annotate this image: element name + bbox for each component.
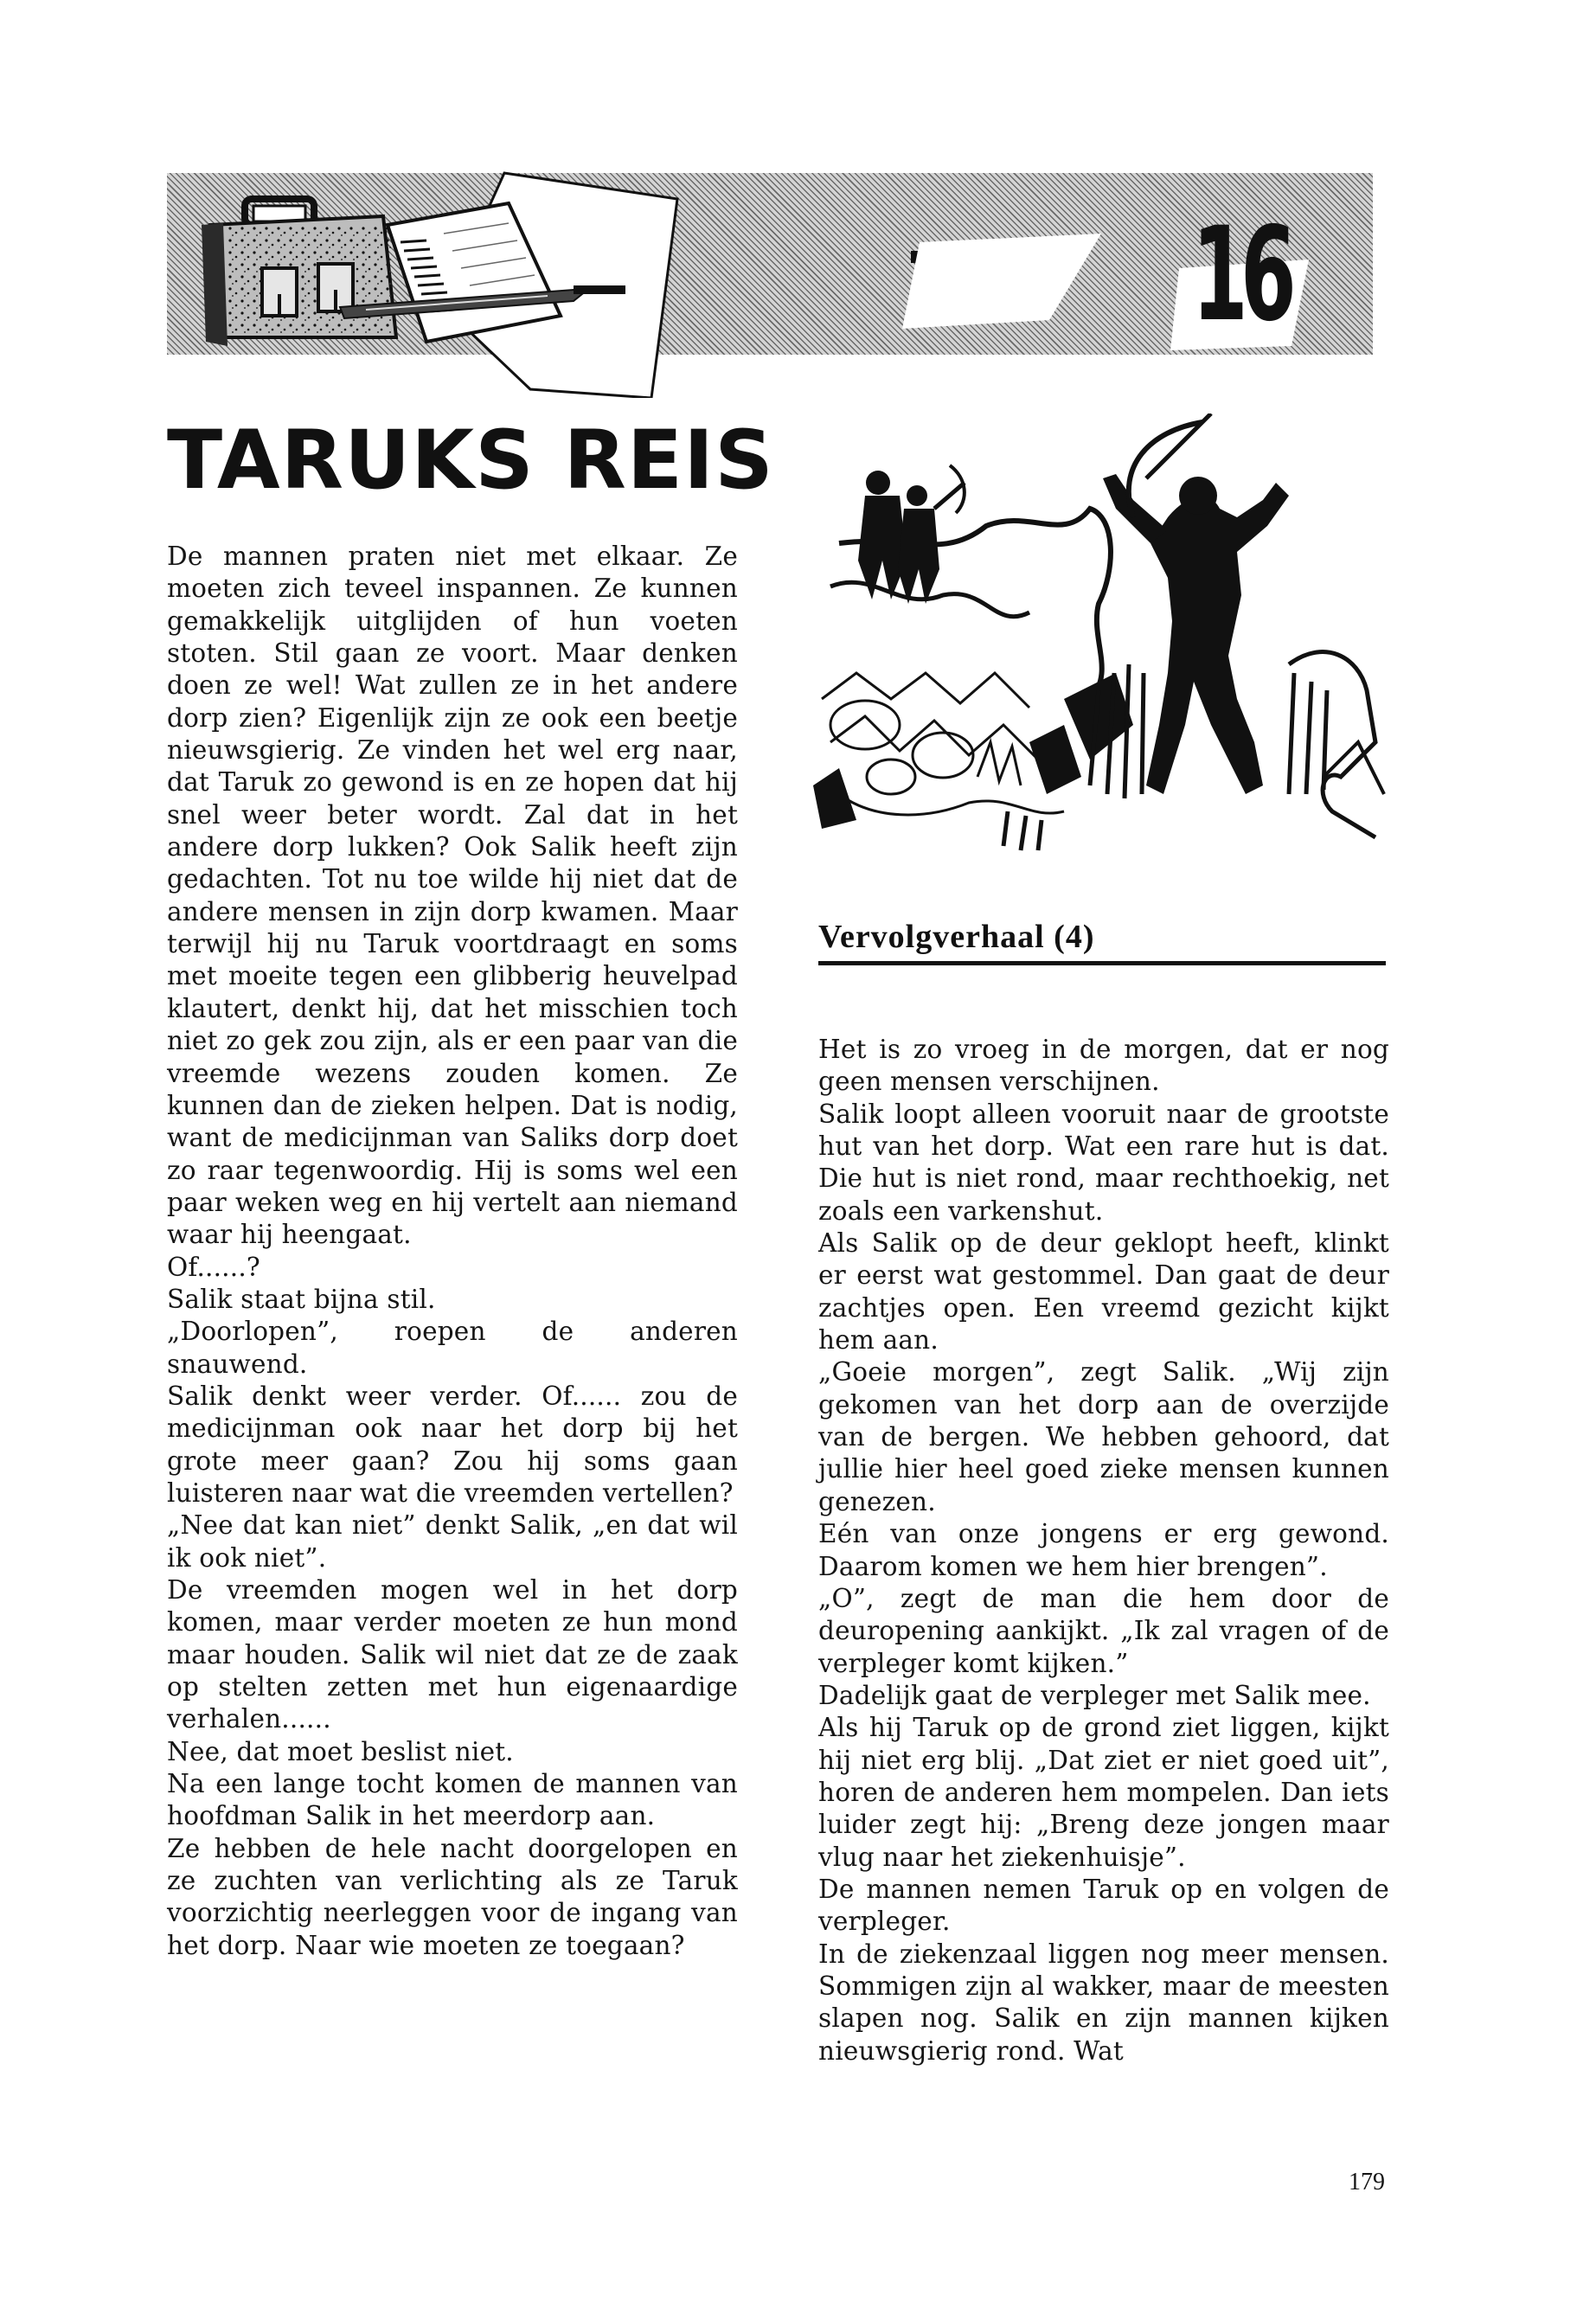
paragraph: Na een lange tocht komen de mannen van hoofdman Salik in het meerdorp aan. [167,1769,738,1831]
foliage [822,673,1064,815]
left-column [167,541,738,1962]
paragraph: De vreemden mogen wel in het dorp komen, maar verder moeten ze hun mond maar houden. Salik wil niet dat ze de zaak op stelten zetten met hun eigenaardige verhalen...... [167,1575,738,1734]
climbing-figure [1103,474,1289,794]
paragraph: Of......? [167,1252,260,1282]
paragraph: Ze hebben de hele nacht doorgelopen en ze zuchten van verlichting als ze Taruk voorzichtig neerleggen voor de ingang van het dorp. Naar wie moeten ze toegaan? [167,1833,738,1960]
paragraph: Het is zo vroeg in de morgen, dat er nog geen mensen verschijnen. [818,1035,1389,1097]
paragraph: Salik loopt alleen vooruit naar de grootste hut van het dorp. Wat een rare hut is dat. Die hut is niet rond, maar rechthoekig, net zoals een varkenshut. [818,1099,1389,1226]
number-panel [902,234,1101,329]
paragraph: Salik staat bijna stil. [167,1284,436,1314]
paragraph: „Nee dat kan niet” denkt Salik, „en dat wil ik ook niet”. [167,1510,738,1573]
page-number: 179 [1349,2169,1385,2195]
paragraph: In de ziekenzaal liggen nog meer mensen. Sommigen zijn al wakker, maar de meesten slapen nog. Salik en zijn mannen kijken nieuwsgierig rond. Wat [818,1939,1389,2066]
paragraph: Als Salik op de deur geklopt heeft, klinkt er eerst wat gestommel. Dan gaat de deur zachtjes open. Een vreemd gezicht kijkt hem aan. [818,1228,1389,1356]
paragraph: Dadelijk gaat de verpleger met Salik mee. [818,1680,1371,1710]
story-illustration [804,413,1401,898]
article-title: TARUKS REIS [167,413,774,508]
paragraph: De mannen praten niet met elkaar. Ze moeten zich teveel inspannen. Ze kunnen gemakkelijk uitglijden of hun voeten stoten. Stil gaan ze voort. Maar denken doen ze wel! Wat zullen ze in het andere dorp zien? Eigenlijk zijn ze ook een beetje nieuwsgierig. Ze vinden het wel erg naar, dat Taruk zo gewond is en ze hopen dat hij snel weer beter wordt. Zal dat in het andere dorp lukken? Ook Salik heeft zijn gedachten. Tot nu toe wilde hij niet dat de andere mensen in zijn dorp kwamen. Maar terwijl hij nu Taruk voortdraagt en soms met moeite tegen een glibberig heuvelpad klautert, denkt hij, dat het misschien toch niet zo gek zou zijn, als er een paar van die vreemde wezens zouden komen. Ze kunnen dan de zieken helpen. Dat is nodig, want de medicijnman van Saliks dorp doet zo raar tegenwoordig. Hij is soms wel een paar weken weg en hij vertelt aan niemand waar hij heengaat. [167,542,738,1250]
paragraph: De mannen nemen Taruk op en volgen de verpleger. [818,1874,1389,1937]
distant-figures [858,465,965,604]
paragraph: „O”, zegt de man die hem door de deuropening aankijkt. „Ik zal vragen of de verpleger komt kijken.” [818,1583,1389,1678]
paragraph: Als hij Taruk op de grond ziet liggen, kijkt hij niet erg blij. „Dat ziet er niet goed uit”, horen de anderen hem mompelen. Dan iets luider zegt hij: „Breng deze jongen maar vlug naar het ziekenhuisje”. [818,1713,1389,1872]
paragraph: Nee, dat moet beslist niet. [167,1736,514,1766]
chapter-number: 16 [1192,200,1290,350]
paragraph: Salik denkt weer verder. Of...... zou de medicijnman ook naar het dorp bij het grote meer gaan? Zou hij soms gaan luisteren naar wat die vreemden vertellen? [167,1381,738,1508]
right-column [818,1034,1389,2067]
subheading-rule [818,961,1386,965]
paragraph: „Doorlopen”, roepen de anderen snauwend. [167,1317,738,1379]
paragraph: „Goeie morgen”, zegt Salik. „Wij zijn gekomen van het dorp aan de overzijde van de bergen. We hebben gehoord, dat jullie hier heel goed zieke mensen kunnen genezen. [818,1357,1389,1516]
series-subheading: Vervolgverhaal (4) [818,919,1095,955]
briefcase-icon [202,199,396,346]
paragraph: Eén van onze jongens er erg gewond. Daarom komen we hem hier brengen”. [818,1519,1389,1581]
